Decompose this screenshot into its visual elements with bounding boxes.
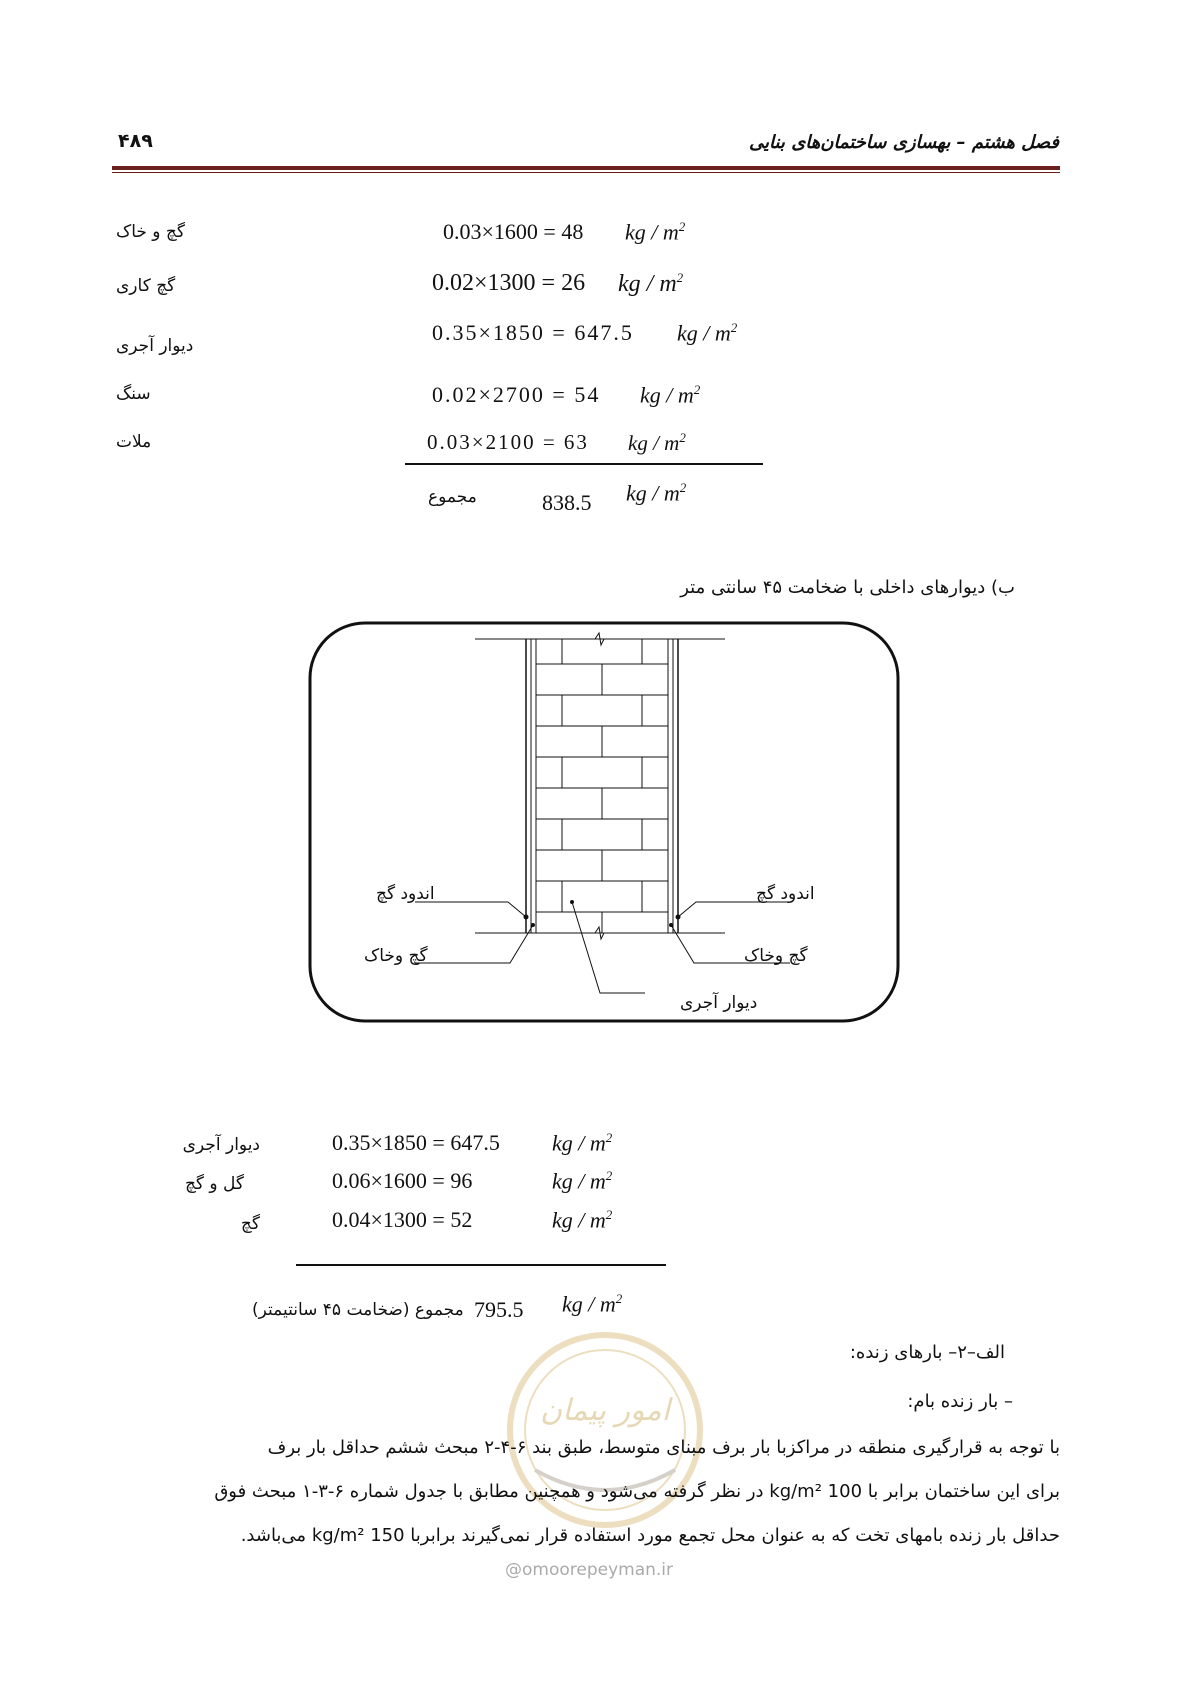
roof-live-load-heading: – بار زنده بام: [907, 1391, 1013, 1412]
leader-plaster-left [415, 902, 526, 917]
b1-unit-1: kg / $m^2$ [618, 270, 684, 297]
chapter-title: فصل هشتم – بهسازی ساختمان‌های بنایی [748, 132, 1059, 153]
paragraph-line-2: برای این ساختمان برابر با 100 kg/m² در نظر گرفته می‌شود و همچنین مطابق با جدول شماره ۶-۳-۱ مبحث فوق [214, 1481, 1060, 1502]
b2-sum-rule [296, 1264, 666, 1266]
label-plaster-right: اندود گچ [756, 884, 815, 904]
svg-text:امور پیمان: امور پیمان [540, 1393, 670, 1428]
watermark-url: @omoorepeyman.ir [505, 1560, 674, 1580]
b1-label-1: گچ کاری [116, 276, 176, 296]
b1-unit-3: kg / $m^2$ [640, 382, 701, 408]
label-plaster-left: اندود گچ [376, 884, 435, 904]
b2-unit-1: kg / $m^2$ [552, 1168, 613, 1194]
label-gypsum-soil-left: گچ وخاک [364, 946, 428, 966]
b2-total-unit: kg / $m^2$ [562, 1291, 623, 1317]
b1-formula-2: 0.35×1850 = 647.5 [432, 320, 634, 345]
b1-unit-2: kg / $m^2$ [677, 320, 738, 346]
b1-unit-4: kg / $m^2$ [628, 430, 686, 455]
leader-gypsum-left [415, 925, 533, 963]
b1-label-4: ملات [116, 432, 152, 452]
b2-formula-2: 0.04×1300 = 52 [332, 1207, 473, 1232]
b1-formula-1: 0.02×1300 = 26 [432, 270, 586, 296]
paragraph-line-1: با توجه به قرارگیری منطقه در مراکزبا بار برف مبنای متوسط، طبق بند ۶-۴-۲ مبحث ششم حداقل بار برف [267, 1437, 1060, 1458]
b1-total-label: مجموع [428, 487, 477, 507]
b1-label-0: گچ و خاک [116, 222, 185, 242]
b1-formula-3: 0.02×2700 = 54 [432, 382, 601, 407]
b2-unit-0: kg / $m^2$ [552, 1130, 613, 1156]
b1-formula-0: 0.03×1600 = 48 [443, 219, 584, 244]
b1-unit-0: kg / $m^2$ [625, 219, 686, 245]
paragraph-line-3: حداقل بار زنده بامهای تخت که به عنوان محل تجمع مورد استفاده قرار نمی‌گیرند برابربا 150 kg/m² می‌باشد. [240, 1525, 1060, 1546]
leader-plaster-right [678, 902, 790, 917]
b1-formula-4: 0.03×2100 = 63 [427, 430, 589, 454]
b1-label-2: دیوار آجری [116, 336, 194, 356]
b2-label-1: گل و گچ [184, 1174, 244, 1194]
wall-section-diagram [300, 615, 910, 1030]
label-brick-wall: دیوار آجری [680, 993, 758, 1013]
label-gypsum-soil-right: گچ وخاک [744, 946, 808, 966]
header-rule-thin [112, 172, 1060, 173]
body-paragraph [116, 1426, 1060, 1558]
header-rule-thick [112, 166, 1060, 170]
b2-formula-1: 0.06×1600 = 96 [332, 1168, 473, 1193]
b2-total-label: مجموع (ضخامت ۴۵ سانتیمتر) [252, 1300, 464, 1320]
b1-sum-rule [405, 463, 763, 465]
b2-unit-2: kg / $m^2$ [552, 1207, 613, 1233]
page-number: ۴۸۹ [118, 130, 153, 152]
brick-wall [536, 639, 668, 933]
b2-total-value: 795.5 [474, 1297, 524, 1322]
b2-label-0: دیوار آجری [182, 1135, 260, 1155]
b1-total-unit: kg / $m^2$ [626, 480, 687, 506]
live-load-heading: الف–۲– بارهای زنده: [849, 1342, 1005, 1363]
b2-formula-0: 0.35×1850 = 647.5 [332, 1130, 500, 1155]
b2-label-2: گچ [240, 1214, 260, 1234]
b1-total-value: 838.5 [542, 490, 592, 515]
section-b-heading: ب) دیوارهای داخلی با ضخامت ۴۵ سانتی متر [680, 577, 1015, 598]
b1-label-3: سنگ [116, 384, 151, 404]
leader-brick [572, 902, 645, 993]
